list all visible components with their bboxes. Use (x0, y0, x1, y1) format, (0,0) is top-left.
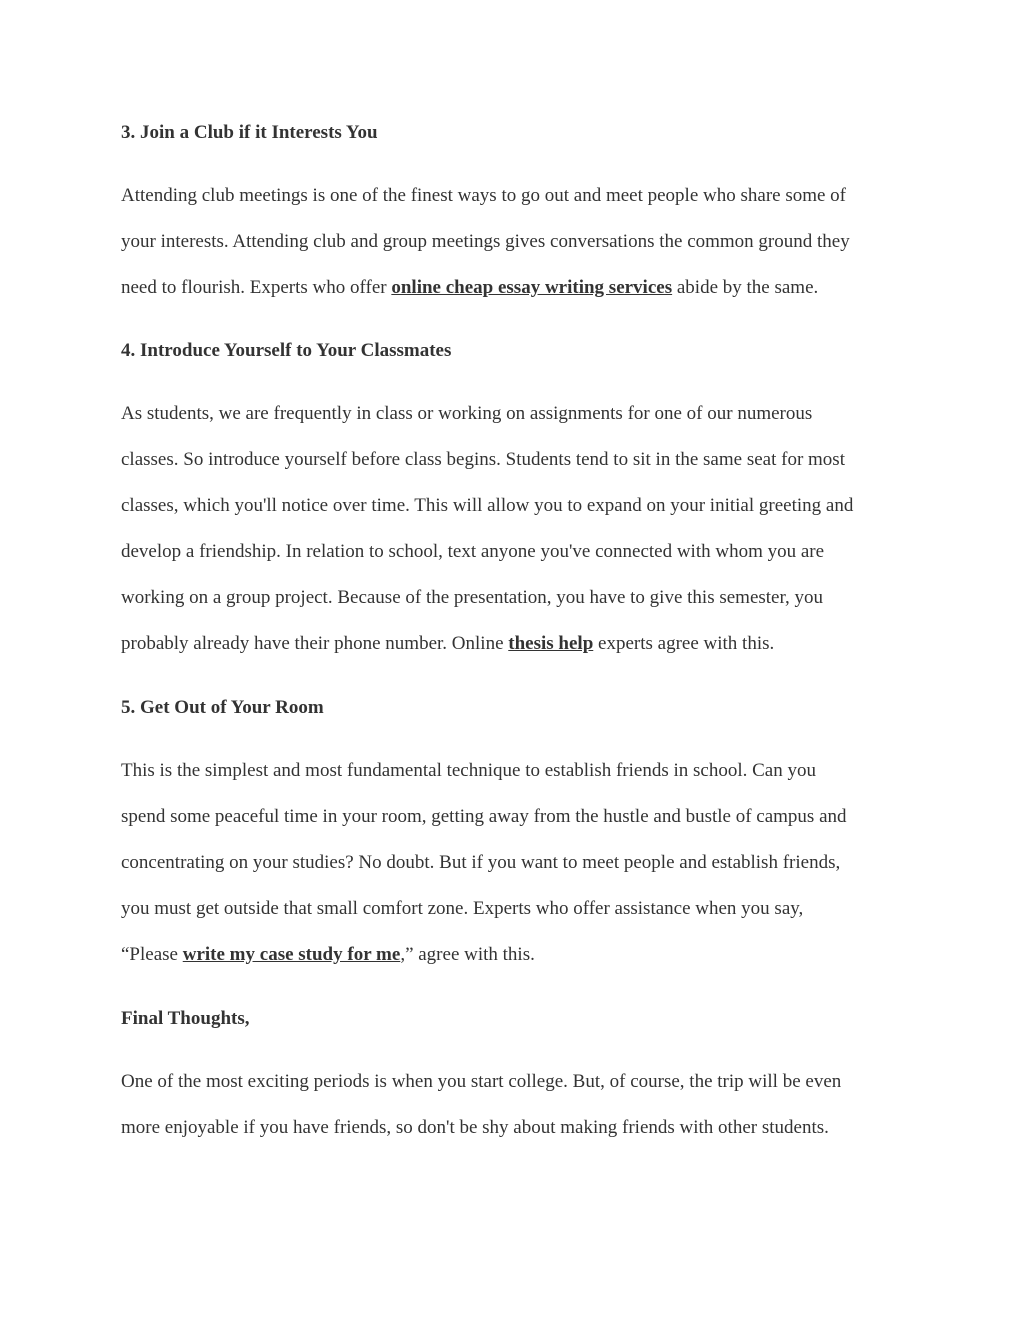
paragraph-line: This is the simplest and most fundamental technique to establish friends in school. Can you (121, 760, 816, 781)
essay-writing-link[interactable]: online cheap essay writing services (391, 277, 673, 298)
paragraph-line: classes. So introduce yourself before class begins. Students tend to sit in the same seat for most (121, 449, 845, 470)
paragraph-line (121, 943, 535, 967)
paragraph-line: As students, we are frequently in class or working on assignments for one of our numerous (121, 403, 813, 424)
text-segment: “Please (121, 944, 183, 965)
section-heading: 5. Get Out of Your Room (121, 697, 324, 718)
thesis-help-link[interactable]: thesis help (508, 633, 594, 654)
paragraph-line: concentrating on your studies? No doubt. But if you want to meet people and establish friends, (121, 852, 841, 873)
paragraph-line: One of the most exciting periods is when you start college. But, of course, the trip will be even (121, 1071, 842, 1092)
text-segment: ,” agree with this. (400, 944, 535, 965)
section-heading: Final Thoughts, (121, 1008, 250, 1029)
text-segment: abide by the same. (672, 277, 819, 298)
paragraph-line (121, 276, 818, 300)
paragraph-line: your interests. Attending club and group meetings gives conversations the common ground they (121, 231, 850, 252)
section-heading: 3. Join a Club if it Interests You (121, 122, 378, 143)
paragraph-line: Attending club meetings is one of the finest ways to go out and meet people who share some of (121, 185, 847, 206)
text-segment: need to flourish. Experts who offer (121, 277, 392, 298)
paragraph-line (121, 632, 774, 656)
paragraph-line: more enjoyable if you have friends, so don't be shy about making friends with other students. (121, 1117, 829, 1138)
section-heading: 4. Introduce Yourself to Your Classmates (121, 340, 452, 361)
paragraph-line: classes, which you'll notice over time. This will allow you to expand on your initial greeting and (121, 495, 854, 516)
case-study-link[interactable]: write my case study for me (182, 944, 401, 965)
text-segment: probably already have their phone number. Online (121, 633, 509, 654)
paragraph-line: you must get outside that small comfort zone. Experts who offer assistance when you say, (121, 898, 804, 919)
paragraph-line: spend some peaceful time in your room, getting away from the hustle and bustle of campus and (121, 806, 847, 827)
paragraph-line: develop a friendship. In relation to school, text anyone you've connected with whom you are (121, 541, 825, 562)
text-segment: experts agree with this. (593, 633, 775, 654)
paragraph-line: working on a group project. Because of the presentation, you have to give this semester, you (121, 587, 824, 608)
